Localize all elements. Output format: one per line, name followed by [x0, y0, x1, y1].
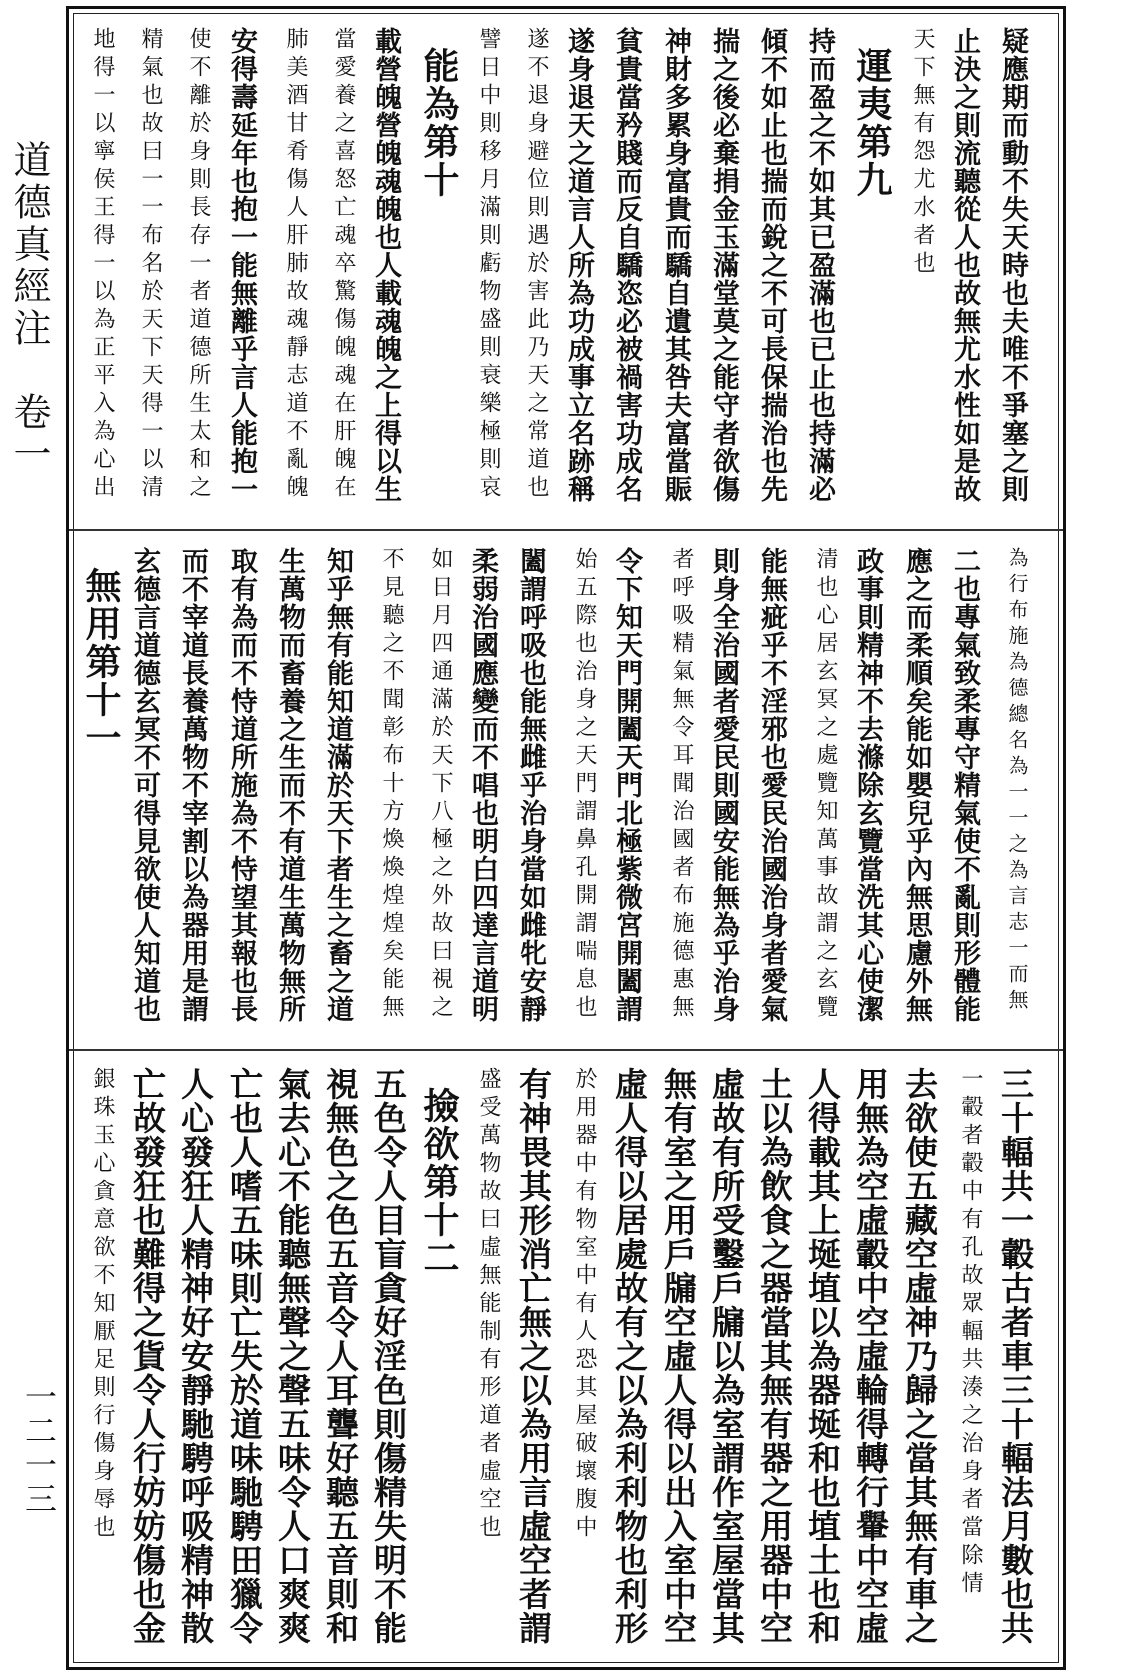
text-column: 二也專氣致柔專守精氣使不亂則形體能	[949, 547, 980, 1023]
text-column: 精氣也故曰一一布名於天下天得一以清	[138, 27, 163, 503]
text-column: 知乎無有能知道滿於天下者生之畜之道	[322, 547, 353, 1023]
text-column: 載營魄營魄魂魄也人載魂魄之上得以生	[370, 27, 401, 503]
text-column: 為行布施為德總名為一一之為言志一而無	[1005, 547, 1029, 1015]
chapter-heading: 能為第十	[418, 47, 460, 199]
text-column: 虛故有所受鑿戶牖以為室謂作室屋當其	[707, 1067, 746, 1645]
text-column: 於用器中有物室中有人恐其屋破壞腹中	[572, 1067, 597, 1543]
text-column: 亡也人嗜五味則亡失於道味馳騁田獵令	[225, 1067, 264, 1645]
text-column: 無有室之用戶牖空虛人得以出入室中空	[659, 1067, 698, 1645]
text-column: 而不宰道長養萬物不宰割以為器用是謂	[177, 547, 208, 1023]
chapter-heading: 撿欲第十二	[418, 1087, 460, 1277]
text-column: 始五際也治身之天門謂鼻孔開謂喘息也	[572, 547, 597, 1023]
text-column: 土以為飲食之器當其無有器之用器中空	[755, 1067, 794, 1645]
margin-title: 道德真經注 卷一	[7, 140, 51, 476]
section-top	[69, 9, 1063, 529]
text-column: 柔弱治國應變而不唱也明白四達言道明	[467, 547, 498, 1023]
text-column: 使不離於身則長存一者道德所生太和之	[186, 27, 211, 503]
text-column: 令下知天門開闔天門北極紫微宮開闔謂	[611, 547, 642, 1023]
text-column: 去欲使五藏空虛神乃歸之當其無有車之	[900, 1067, 939, 1645]
text-column: 疑應期而動不失天時也夫唯不爭塞之則	[997, 27, 1028, 503]
text-column: 當愛養之喜怒亡魂卒驚傷魄魂在肝魄在	[331, 27, 356, 503]
text-column: 神財多累身富貴而驕自遺其咎夫富當賑	[660, 27, 691, 503]
text-column: 地得一以寧侯王得一以為正平入為心出	[90, 27, 115, 503]
text-column: 肺美酒甘肴傷人肝肺故魂靜志道不亂魄	[283, 27, 308, 503]
text-column: 傾不如止也揣而銳之不可長保揣治也先	[756, 27, 787, 503]
text-column: 貧貴當矜賤而反自驕恣必被禍害功成名	[611, 27, 642, 503]
text-column: 清也心居玄冥之處覽知萬事故謂之玄覽	[813, 547, 838, 1023]
page-number: 一二一三	[20, 1380, 58, 1516]
text-column: 銀珠玉心貪意欲不知厭足則行傷身辱也	[90, 1067, 115, 1543]
text-column: 有神畏其形消亡無之以為用言虛空者謂	[514, 1067, 553, 1645]
section-middle	[69, 529, 1063, 1049]
text-column: 氣去心不能聽無聲之聲五味令人口爽爽	[273, 1067, 312, 1645]
text-column: 虛人得以居處故有之以為利利物也利形	[610, 1067, 649, 1645]
text-column: 止決之則流聽從人也故無尤水性如是故	[949, 27, 980, 503]
text-column: 人得載其上埏埴以為器埏和也埴土也和	[803, 1067, 842, 1645]
text-column: 譬日中則移月滿則虧物盛則衰樂極則哀	[476, 27, 501, 503]
text-column: 闔謂呼吸也能無雌乎治身當如雌牝安靜	[515, 547, 546, 1023]
text-column: 政事則精神不去滌除玄覽當洗其心使潔	[852, 547, 883, 1023]
text-column: 應之而柔順矣能如嬰兒乎內無思慮外無	[901, 547, 932, 1023]
text-column: 亡故發狂也難得之貨令人行妨妨傷也金	[128, 1067, 167, 1645]
text-column: 取有為而不恃道所施為不恃望其報也長	[226, 547, 257, 1023]
text-column: 能無疵乎不淫邪也愛民治國治身者愛氣	[756, 547, 787, 1023]
text-column: 玄德言道德玄冥不可得見欲使人知道也	[129, 547, 160, 1023]
text-column: 用無為空虛轂中空虛輪得轉行轝中空虛	[851, 1067, 890, 1645]
text-column: 人心發狂人精神好安靜馳騁呼吸精神散	[176, 1067, 215, 1645]
text-column: 生萬物而畜養之生而不有道生萬物無所	[274, 547, 305, 1023]
text-column: 視無色之色五音令人耳聾好聽五音則和	[321, 1067, 360, 1645]
text-column: 盛受萬物故曰虛無能制有形道者虛空也	[476, 1067, 501, 1543]
section-bottom	[69, 1049, 1063, 1669]
text-column: 不見聽之不聞彰布十方煥煥煌煌矣能無	[379, 547, 404, 1023]
text-column: 遂身退天之道言人所為功成事立名跡稱	[563, 27, 594, 503]
text-column: 遂不退身避位則遇於害此乃天之常道也	[524, 27, 549, 503]
text-column: 如日月四通滿於天下八極之外故曰視之	[428, 547, 453, 1023]
text-column: 持而盈之不如其已盈滿也已止也持滿必	[804, 27, 835, 503]
text-column: 揣之後必棄捐金玉滿堂莫之能守者欲傷	[708, 27, 739, 503]
text-column: 五色令人目盲貪好淫色則傷精失明不能	[369, 1067, 408, 1645]
text-column: 三十輻共一轂古者車三十輻法月數也共	[996, 1067, 1035, 1645]
chapter-heading: 運夷第九	[851, 47, 893, 199]
text-column: 者呼吸精氣無令耳聞治國者布施德惠無	[669, 547, 694, 1023]
page-frame	[66, 6, 1066, 1670]
chapter-heading: 無用第十一	[80, 567, 122, 757]
text-column: 天下無有怨尤水者也	[910, 27, 935, 279]
text-column: 則身全治國者愛民則國安能無為乎治身	[708, 547, 739, 1023]
text-column: 一轂者轂中有孔故眾輻共湊之治身者當除情	[958, 1067, 983, 1599]
text-column: 安得壽延年也抱一能無離乎言人能抱一	[226, 27, 257, 503]
